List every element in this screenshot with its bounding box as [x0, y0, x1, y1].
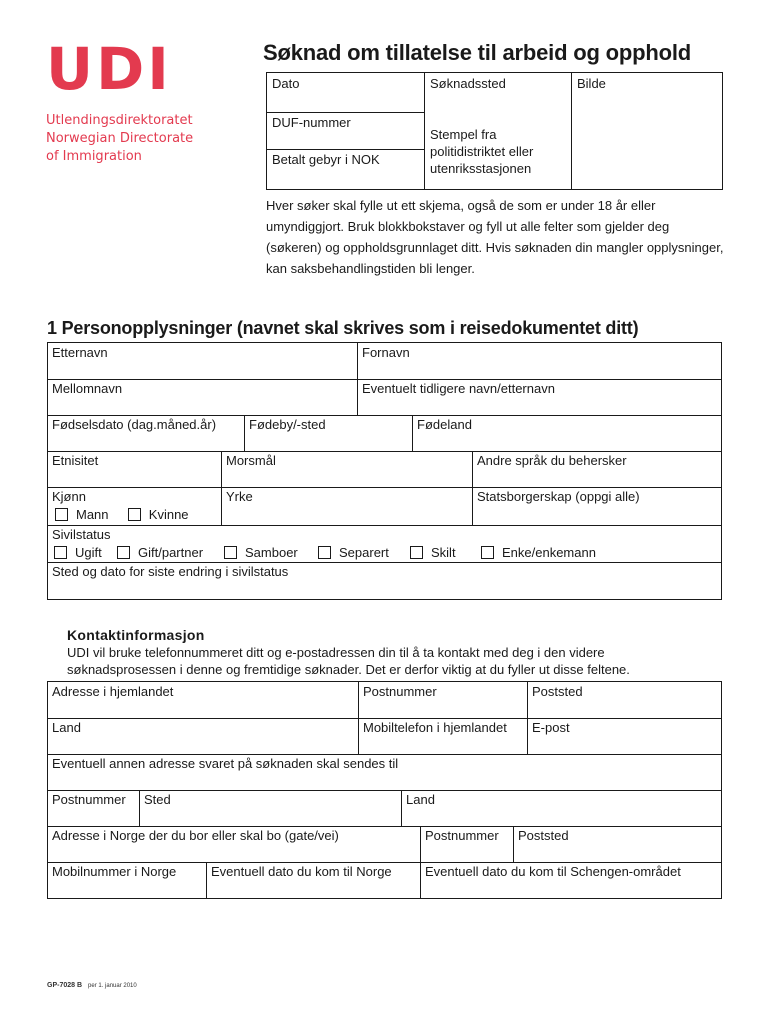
stamp-label: [426, 126, 537, 177]
divorced-label: Skilt: [431, 545, 456, 560]
stamp-label-line: Stempel fra: [430, 127, 497, 142]
separated-checkbox[interactable]: [318, 546, 331, 559]
gender-label: Kjønn: [52, 489, 86, 504]
form-footer: [47, 982, 137, 989]
previous-name-field[interactable]: Eventuelt tidligere navn/etternavn: [362, 381, 555, 396]
gender-options: [51, 507, 193, 523]
civil-option-divorced[interactable]: [410, 545, 456, 560]
personal-info-table: [47, 342, 722, 600]
native-language-field[interactable]: Morsmål: [226, 453, 276, 468]
contact-info-table: [47, 681, 722, 899]
civil-status-label: Sivilstatus: [52, 527, 111, 542]
norway-address-field[interactable]: Adresse i Norge der du bor eller skal bo (gate/vei): [52, 828, 339, 843]
birth-city-field[interactable]: Fødeby/-sted: [249, 417, 326, 432]
intro-text: Hver søker skal fylle ut ett skjema, også de som er under 18 år eller umyndiggjort. Bruk blokkbokstaver og fyll ut alle felter som gjelder deg (søkeren) og oppholdsgrunnlaget ditt. Hvis søknaden din mangler opplysninger, kan saksbehandlingstiden bli lenger.: [266, 198, 724, 276]
cohabitant-label: Samboer: [245, 545, 298, 560]
agency-name-line: of Immigration: [46, 149, 142, 164]
male-checkbox[interactable]: [55, 508, 68, 521]
civil-change-field[interactable]: Sted og dato for siste endring i sivilstatus: [52, 564, 289, 579]
ethnicity-field[interactable]: Etnisitet: [52, 453, 99, 468]
norway-mobile-field[interactable]: Mobilnummer i Norge: [52, 864, 177, 879]
dato-field[interactable]: Dato: [272, 76, 300, 91]
middle-name-field[interactable]: Mellomnavn: [52, 381, 123, 396]
home-mobile-field[interactable]: Mobiltelefon i hjemlandet: [363, 720, 507, 735]
norway-postal-code-field[interactable]: Postnummer: [425, 828, 499, 843]
widowed-checkbox[interactable]: [481, 546, 494, 559]
application-place-field[interactable]: Søknadssted: [430, 76, 506, 91]
birth-country-field[interactable]: Fødeland: [417, 417, 472, 432]
male-label: Mann: [76, 507, 109, 522]
civil-option-married[interactable]: [117, 545, 203, 560]
separated-label: Separert: [339, 545, 389, 560]
other-postal-code-field[interactable]: Postnummer: [52, 792, 126, 807]
form-code: GP-7028 B: [47, 982, 83, 989]
civil-status-options: [48, 545, 721, 561]
civil-option-unmarried[interactable]: [54, 545, 102, 560]
other-languages-field[interactable]: Andre språk du behersker: [477, 453, 627, 468]
form-title: Søknad om tillatelse til arbeid og opphold: [263, 40, 691, 65]
female-checkbox[interactable]: [128, 508, 141, 521]
email-field[interactable]: E-post: [532, 720, 570, 735]
female-label: Kvinne: [148, 507, 189, 522]
arrival-schengen-field[interactable]: Eventuell dato du kom til Schengen-området: [425, 864, 681, 879]
married-checkbox[interactable]: [117, 546, 130, 559]
agency-name-line: Norwegian Directorate: [46, 131, 194, 146]
civil-option-cohabitant[interactable]: [224, 545, 298, 560]
country-field[interactable]: Land: [52, 720, 81, 735]
cohabitant-checkbox[interactable]: [224, 546, 237, 559]
home-address-field[interactable]: Adresse i hjemlandet: [52, 684, 174, 699]
section-personal-title: 1 Personopplysninger (navnet skal skrives som i reisedokumentet ditt): [47, 318, 639, 338]
contact-title: Kontaktinformasjon: [67, 627, 205, 643]
postal-place-field[interactable]: Poststed: [532, 684, 583, 699]
divorced-checkbox[interactable]: [410, 546, 423, 559]
civil-option-widowed[interactable]: [481, 545, 596, 560]
postal-code-field[interactable]: Postnummer: [363, 684, 437, 699]
contact-text: UDI vil bruke telefonnummeret ditt og e-postadressen din til å ta kontakt med deg i den videre søknadsprosessen i denne og fremtidige søknader. Det er derfor viktig at du fyller ut disse feltene.: [67, 645, 630, 677]
unmarried-label: Ugift: [75, 545, 102, 560]
other-country-field[interactable]: Land: [406, 792, 435, 807]
agency-name-line: Utlendingsdirektoratet: [46, 113, 193, 128]
unmarried-checkbox[interactable]: [54, 546, 67, 559]
other-place-field[interactable]: Sted: [144, 792, 171, 807]
arrival-norway-field[interactable]: Eventuell dato du kom til Norge: [211, 864, 392, 879]
agency-name: [46, 112, 193, 166]
photo-field[interactable]: Bilde: [577, 76, 606, 91]
udi-logo: UDI: [46, 35, 172, 103]
occupation-field[interactable]: Yrke: [226, 489, 253, 504]
birth-date-field[interactable]: Fødselsdato (dag.måned.år): [52, 417, 217, 432]
civil-option-separated[interactable]: [318, 545, 389, 560]
surname-field[interactable]: Etternavn: [52, 345, 108, 360]
widowed-label: Enke/enkemann: [502, 545, 596, 560]
stamp-label-line: politidistriktet eller: [430, 144, 534, 159]
form-date: per 1. januar 2010: [88, 983, 137, 989]
other-address-field[interactable]: Eventuell annen adresse svaret på søknaden skal sendes til: [52, 756, 399, 771]
stamp-label-line: utenriksstasjonen: [430, 161, 532, 176]
official-use-box: [266, 72, 723, 190]
norway-postal-place-field[interactable]: Poststed: [518, 828, 569, 843]
married-label: Gift/partner: [138, 545, 204, 560]
duf-number-field[interactable]: DUF-nummer: [272, 115, 351, 130]
first-name-field[interactable]: Fornavn: [362, 345, 410, 360]
fee-paid-field[interactable]: Betalt gebyr i NOK: [272, 152, 380, 167]
citizenship-field[interactable]: Statsborgerskap (oppgi alle): [477, 489, 640, 504]
